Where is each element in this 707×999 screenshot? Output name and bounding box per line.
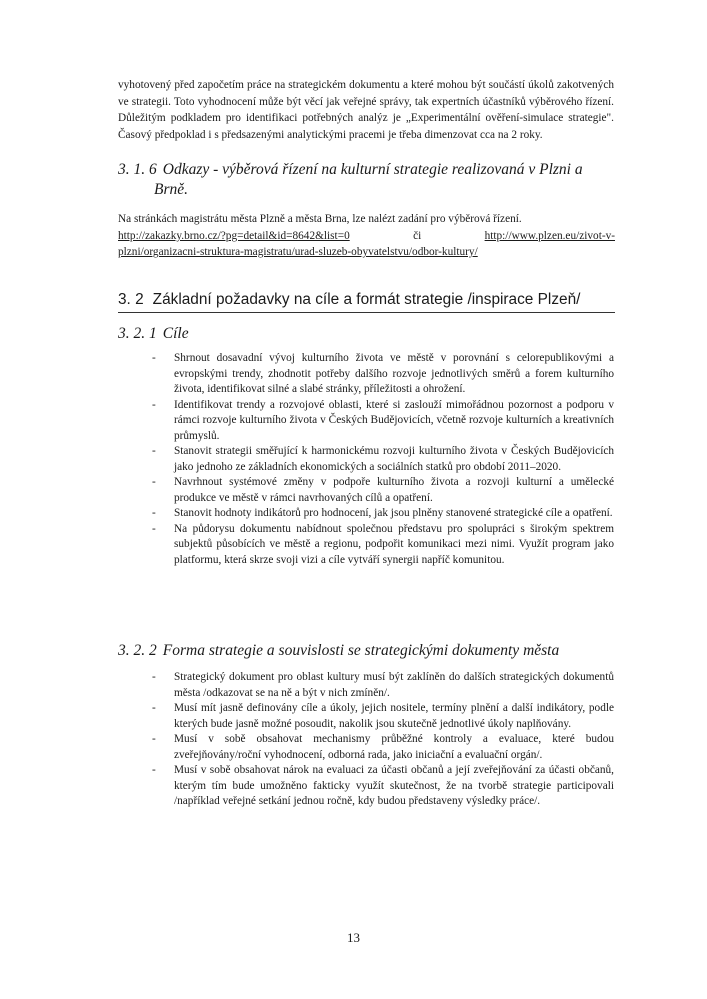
section-3-2-1-title: Cíle — [162, 325, 189, 342]
section-3-1-6-number: 3. 1. 6 — [118, 161, 157, 178]
links-paragraph — [118, 211, 615, 261]
links-intro-text: Na stránkách magistrátu města Plzně a města Brna, lze nalézt zadání pro výběrová řízení. — [118, 213, 522, 225]
plzen-link-part1[interactable]: http://www.plzen.eu/zivot-v- — [484, 229, 615, 242]
goals-list — [174, 351, 614, 568]
list-item: - Stanovit hodnoty indikátorů pro hodnocení, jak jsou plněny stanovené strategické cíle a opatření. — [174, 506, 614, 522]
section-3-2-2-title: Forma strategie a souvislosti se strategickými dokumenty města — [162, 642, 560, 659]
section-3-2-1-number: 3. 2. 1 — [118, 325, 157, 342]
section-3-2-2-heading — [118, 641, 559, 661]
plzen-link-part2[interactable]: plzni/organizacni-struktura-magistratu/urad-sluzeb-obyvatelstvu/odbor-kultury/ — [118, 246, 478, 259]
section-3-2-2-number: 3. 2. 2 — [118, 642, 157, 659]
section-3-1-6-title-line1: Odkazy - výběrová řízení na kulturní strategie realizovaná v Plzni a — [162, 161, 583, 178]
list-item: - Na půdorysu dokumentu nabídnout společnou představu pro spolupráci s širokým spektrem subjektů působících ve městě a regionu, podpořit komunikaci mezi nimi. Využít program jako platformu, která skrze svoji vizi a cíle vytváří synergii napříč komunitou. — [174, 522, 614, 569]
list-item: - Stanovit strategii směřující k harmonickému rozvoji kulturního života v Českých Budějovicích jako jednoho ze základních ekonomických a sociálních statků pro období 2011–2020. — [174, 444, 614, 475]
section-3-1-6-title-line2: Brně. — [154, 181, 189, 198]
list-item: - Navrhnout systémové změny v podpoře kulturního života a rozvoji kulturní a umělecké produkce ve městě v rámci navrhovaných cílů a opatření. — [174, 475, 614, 506]
list-item: - Musí v sobě obsahovat nárok na evaluaci za účasti občanů a její zveřejňování za účasti občanů, kterým tím bude umožněno fakticky využít skutečnost, že na tvorbě strategie participovali /například veřejné setkání jednou ročně, kdy budou představeny výsledky práce/. — [174, 763, 614, 810]
strategy-form-list — [174, 670, 614, 810]
list-item: - Musí mít jasně definovány cíle a úkoly, jejich nositele, termíny plnění a další indikátory, podle kterých bude jasně možné posoudit, nakolik jsou skutečně jednotlivé úkoly naplňovány. — [174, 701, 614, 732]
section-3-2-heading — [118, 289, 615, 313]
list-item: - Musí v sobě obsahovat mechanismy průběžné kontroly a evaluace, které budou zveřejňovány/roční vyhodnocení, odborná rada, jako iniciační a evaluační orgán/. — [174, 732, 614, 763]
section-3-1-6-heading — [118, 160, 618, 200]
section-3-2-title: Základní požadavky na cíle a formát strategie /inspirace Plzeň/ — [152, 291, 581, 308]
intro-paragraph: vyhotovený před započetím práce na strategickém dokumentu a které mohou být součástí úkolů zakotvených ve strategii. Toto vyhodnocení může být věcí jak veřejné správy, tak expertních účastníků výběrového řízení. Důležitým podkladem pro identifikaci potřebných analýz je „Experimentální ověření-simulace strategie". Časový předpoklad i s předsazenými analytickými pracemi je třeba dimenzovat cca na 2 roky. — [118, 79, 614, 141]
section-3-2-1-heading — [118, 324, 189, 344]
list-item: - Identifikovat trendy a rozvojové oblasti, které si zaslouží mimořádnou pozornost a podporu v rámci rozvoje kulturního života v Českých Budějovicích, včetně rozvoje kulturních a kreativních průmyslů. — [174, 398, 614, 445]
page-number: 13 — [347, 930, 360, 945]
list-item: - Strategický dokument pro oblast kultury musí být zaklíněn do dalších strategických dokumentů města /odkazovat se na ně a být v nich zmíněn/. — [174, 670, 614, 701]
section-3-2-number: 3. 2 — [118, 291, 144, 308]
list-item: - Shrnout dosavadní vývoj kulturního života ve městě v porovnání s celorepublikovými a evropskými trendy, zhodnotit potřeby dalšího rozvoje jednotlivých směrů a forem kulturního života, identifikovat silné a slabé stránky, příležitosti a ohrožení. — [174, 351, 614, 398]
brno-link[interactable]: http://zakazky.brno.cz/?pg=detail&id=8642&list=0 — [118, 229, 350, 242]
links-row — [118, 228, 615, 245]
links-connector: či — [413, 229, 422, 242]
